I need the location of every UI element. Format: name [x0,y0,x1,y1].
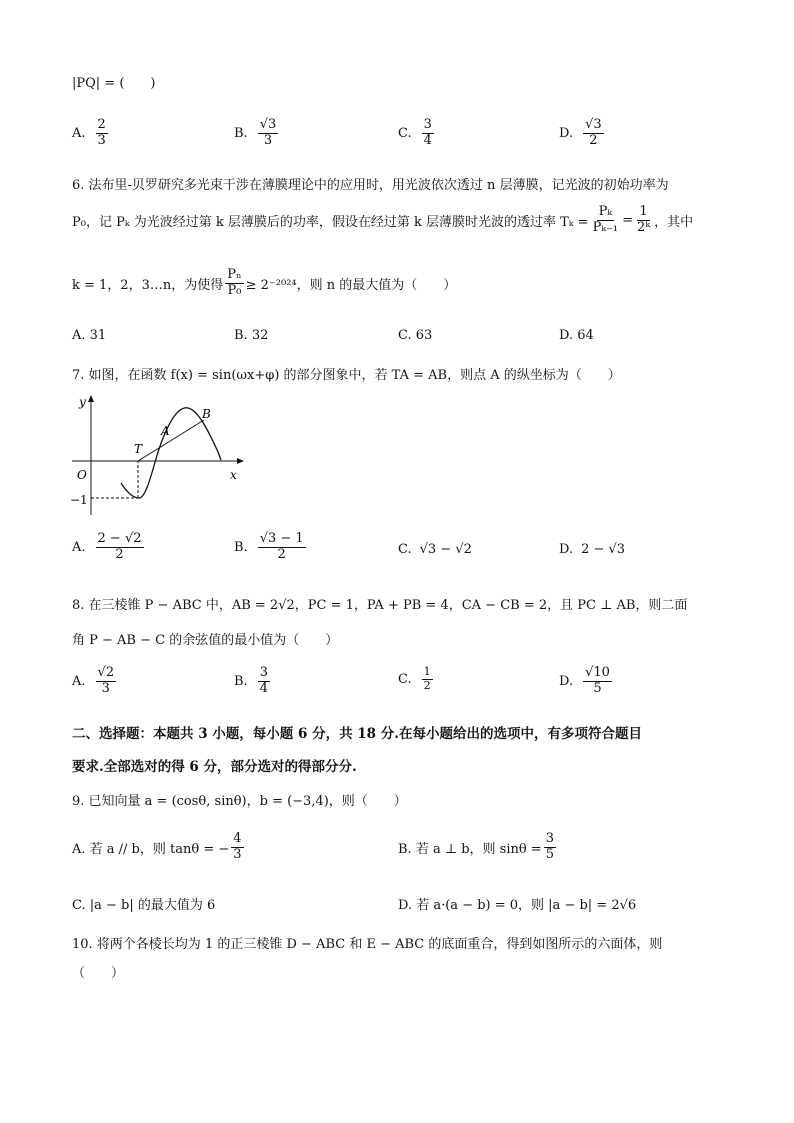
q8-option-a[interactable] [72,666,118,697]
x-axis-label: x [230,468,237,482]
q8-line1: 8. 在三棱锥 P − ABC 中，AB = 2√2，PC = 1，PA + PB = 4，CA − CB = 2，且 PC ⊥ AB，则二面 [72,598,688,613]
q9-option-a[interactable] [72,832,246,863]
option-text: A. 若 a // b，则 tanθ = − [72,841,230,857]
fraction: $\frac{2 - √2}{2}$ [97,531,142,562]
fraction: $\frac{√3}{3}$ [259,117,277,148]
q6-option-b[interactable]: B. 32 [234,328,269,343]
q6-line3: k = 1，2，3…n，为使得 $\frac{\text{Pₙ}}{\text{P₀}}$ ≥ 2⁻²⁰²⁴，则 n 的最大值为（ ） [72,267,457,298]
fraction: $\frac{√10}{5}$ [585,665,610,696]
q9-option-b[interactable] [398,832,558,863]
q10-line1: 10. 将两个各棱长均为 1 的正三棱锥 D − ABC 和 E − ABC 的底面重合，得到如图所示的六面体，则 [72,937,663,952]
origin-label: O [77,468,87,482]
option-text: B. 若 a ⊥ b，则 sinθ = [398,841,542,857]
option-label: B. [234,125,248,141]
q5-option-c[interactable] [398,118,436,149]
option-label: A. [72,125,86,141]
q9-line1: 9. 已知向量 a = (cosθ, sinθ)，b = (−3,4)，则（ ） [72,794,407,809]
point-a-label: A [161,424,170,438]
point-b-label: B [202,407,211,421]
q8-option-b[interactable] [234,666,272,697]
option-text: 2 − √3 [581,542,626,557]
option-label: C. [398,542,412,557]
fraction: $\frac{2}{3}$ [97,117,106,148]
fraction: $\frac{3}{5}$ [545,831,554,862]
y-axis-label: y [79,395,86,409]
q7-line1: 7. 如图，在函数 f(x) = sin(ωx+φ) 的部分图象中，若 TA = AB，则点 A 的纵坐标为（ ） [72,368,621,383]
option-label: A. [72,673,86,689]
q6-line2: P₀，记 Pₖ 为光波经过第 k 层薄膜后的功率，假设在经过第 k 层薄膜时光波的透过率 Tₖ = $\frac{\text{Pₖ}}{\text{Pₖ₋₁}}$ = $\frac{1}{\text{2ᵏ}}$ ，其中 [72,204,694,235]
option-label: D. [559,125,574,141]
minus-one-label: −1 [70,493,88,507]
q10-line2: （ ） [72,966,125,981]
option-text: √3 − √2 [419,542,472,557]
q9-option-c[interactable]: C. |a − b| 的最大值为 6 [72,898,216,913]
fraction: $\frac{3}{4}$ [259,665,268,696]
q5-option-a[interactable] [72,118,110,149]
q8-option-c[interactable] [398,666,435,692]
q6-option-a[interactable]: A. 31 [72,328,107,343]
fraction: $\frac{√2}{3}$ [97,665,115,696]
sine-graph [66,390,256,520]
q7-option-c[interactable] [398,542,472,557]
q5-tail: |PQ| = ( ) [72,76,156,91]
fraction: $\frac{4}{3}$ [233,831,242,862]
q8-option-d[interactable] [559,666,614,697]
q6-option-d[interactable]: D. 64 [559,328,594,343]
fraction: $\frac{1}{2}$ [423,665,431,692]
fraction: $\frac{√3}{2}$ [585,117,602,148]
option-label: C. [398,671,412,687]
q7-option-d[interactable] [559,542,625,557]
q6-line1: 6. 法布里-贝罗研究多光束干涉在薄膜理论中的应用时，用光波依次透过 n 层薄膜，记光波的初始功率为 [72,178,669,193]
section2-heading-line1: 二、选择题：本题共 3 小题，每小题 6 分，共 18 分.在每小题给出的选项中，有多项符合题目 [72,726,642,742]
fraction: $\frac{√3 - 1}{2}$ [259,531,304,562]
fraction: $\frac{3}{4}$ [423,117,432,148]
q7-option-a[interactable] [72,532,146,563]
option-label: A. [72,539,86,555]
option-label: C. [398,125,412,141]
q5-option-d[interactable] [559,118,606,149]
q9-option-d[interactable]: D. 若 a·(a − b) = 0，则 |a − b| = 2√6 [398,898,637,913]
q8-line2: 角 P − AB − C 的余弦值的最小值为（ ） [72,633,339,648]
point-t-label: T [134,442,143,456]
q6-option-c[interactable]: C. 63 [398,328,433,343]
option-label: B. [234,539,248,555]
q7-option-b[interactable] [234,532,308,563]
option-label: D. [559,542,574,557]
option-label: D. [559,673,574,689]
q5-option-b[interactable] [234,118,280,149]
option-label: B. [234,673,248,689]
section2-heading-line2: 要求.全部选对的得 6 分，部分选对的得部分分. [72,759,357,775]
